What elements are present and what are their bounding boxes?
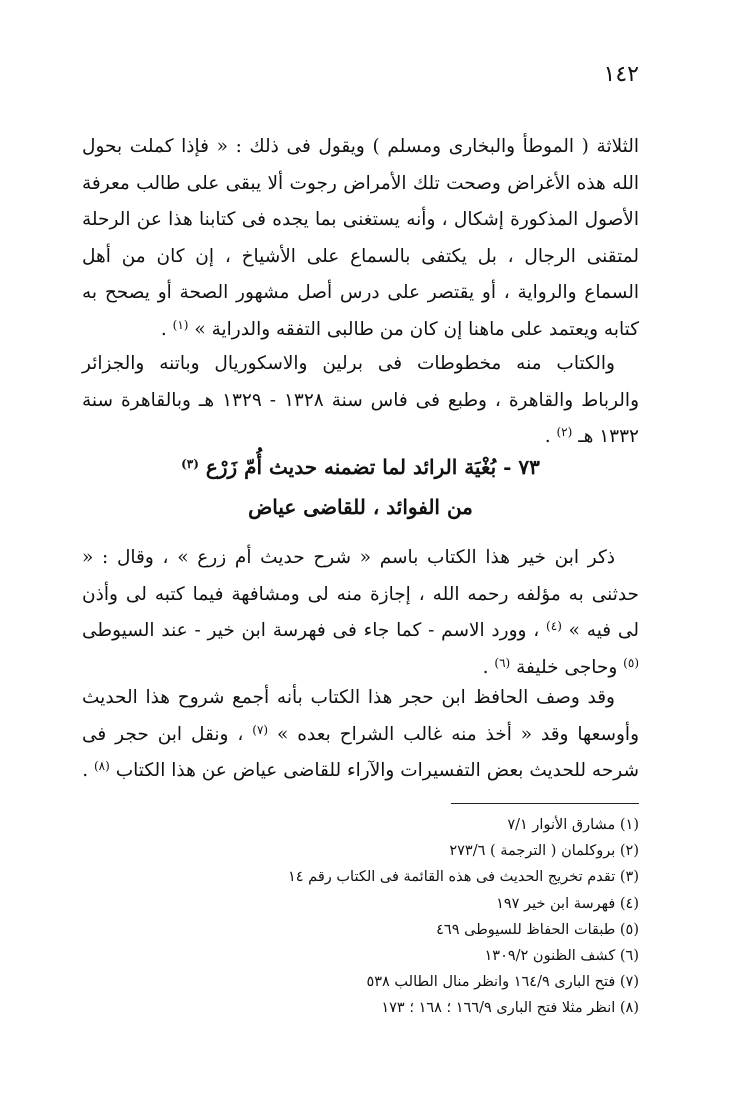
paragraph-3 <box>82 540 639 686</box>
footnote-item-4: (٤) فهرسة ابن خير ١٩٧ <box>496 895 639 912</box>
paragraph-4-end: . <box>82 760 89 781</box>
paragraph-2-end: . <box>544 426 551 447</box>
footnote-divider <box>451 803 639 804</box>
footnote-item-8: (٨) انظر مثلا فتح البارى ١٦٦/٩ ؛ ١٦٨ ؛ ١٧٣ <box>381 1000 639 1017</box>
paragraph-4-text-a: وقد وصف الحافظ ابن حجر هذا الكتاب بأنه أجمع شروح هذا الحديث وأوسعها وقد « أخذ منه غالب الشراح بعده » <box>82 687 640 745</box>
footnote-ref-2[interactable]: (٢) <box>556 425 573 439</box>
paragraph-3-text-c: وحاجى خليفة <box>516 656 618 678</box>
footnote-ref-5[interactable]: (٥) <box>623 655 639 670</box>
footnote-item-2: (٢) بروكلمان ( الترجمة ) ٢٧٣/٦ <box>449 843 639 860</box>
paragraph-1-text: الثلاثة ( الموطأ والبخارى ومسلم ) ويقول فى ذلك : « فإذا كملت بحول الله هذه الأغراض وصحت تلك الأمراض رجوت ألا يبقى على طالب معرفة الأصول المذكورة إشكال ، وأنه يستغنى بما يجده فى كتابنا هذا عن الرحلة لمتقنى الرجال ، بل يكتفى بالسماع على الأشياخ ، إن كان من أهل السماع والرواية ، أو يقتصر على درس أصل مشهور الصحة أو يصحح به كتابه ويعتمد على ماهنا إن كان من طالبى التفقه والدراية » <box>82 136 639 340</box>
paragraph-4 <box>82 680 639 790</box>
footnote-ref-8[interactable]: (٨) <box>93 759 110 773</box>
paragraph-4-text-b: ، ونقل ابن حجر فى شرحه للحديث بعض التفسيرات والآراء للقاضى عياض عن هذا الكتاب <box>82 723 639 781</box>
footnote-ref-7[interactable]: (٧) <box>252 722 269 737</box>
footnote-item-1: (١) مشارق الأنوار ٧/١ <box>507 817 639 833</box>
paragraph-2-text: والكتاب منه مخطوطات فى برلين والاسكوريال وباتنه والجزائر والرباط والقاهرة ، وطبع فى فاس سنة ١٣٢٨ - ١٣٢٩ هـ وبالقاهرة سنة ١٣٣٢ هـ <box>82 353 639 447</box>
paragraph-3-text-a: ذكر ابن خير هذا الكتاب باسم « شرح حديث أم زرع » ، وقال : « حدثنى به مؤلفه رحمه الله ، إجازة منه لى ومشافهة فيما كتبه لى وأذن لى فيه » <box>82 547 639 641</box>
footnote-item-6: (٦) كشف الظنون ١٣٠٩/٢ <box>484 948 639 965</box>
footnote-ref-3[interactable]: (٣) <box>181 457 199 471</box>
paragraph-2 <box>82 346 639 456</box>
footnotes-list <box>82 812 639 1022</box>
footnote-item-5: (٥) طبقات الحفاظ للسيوطى ٤٦٩ <box>436 921 639 938</box>
entry-heading-title <box>82 447 639 487</box>
footnote-ref-6[interactable]: (٦) <box>494 655 511 670</box>
page-number: ١٤٢ <box>603 62 639 87</box>
paragraph-3-text-b: ، وورد الاسم - كما جاء فى فهرسة ابن خير - عند السيوطى <box>82 620 540 641</box>
paragraph-1-end: . <box>160 318 167 340</box>
footnote-item-7: (٧) فتح البارى ١٦٤/٩ وانظر منال الطالب ٥٣٨ <box>366 974 639 991</box>
footnote-ref-1[interactable]: (١) <box>172 317 189 332</box>
paragraph-1 <box>82 129 639 348</box>
footnote-ref-4[interactable]: (٤) <box>546 619 562 633</box>
footnote-item-3: (٣) تقدم تخريج الحديث فى هذه القائمة فى الكتاب رقم ١٤ <box>288 869 639 886</box>
entry-heading-subtitle: من الفوائد ، للقاضى عياض <box>248 495 473 519</box>
entry-heading-text: ٧٣ - بُغْيَة الرائد لما تضمنه حديث أُمّ زَرْع <box>205 455 540 479</box>
paragraph-3-end: . <box>482 656 489 678</box>
